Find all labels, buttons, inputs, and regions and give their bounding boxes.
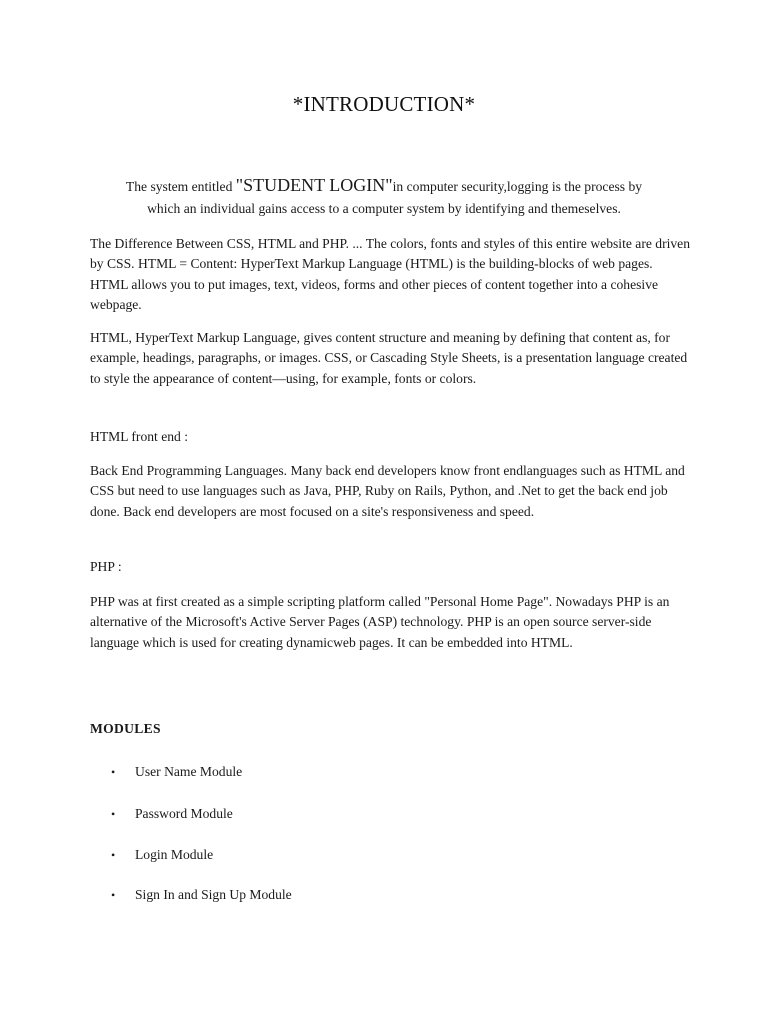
- paragraph-back-end: Back End Programming Languages. Many back end developers know front endlanguages such as HTML and CSS but need to use languages such as Java, PHP, Ruby on Rails, Python, and .Net to get the back end job done. Back end developers are most focused on a site's responsiveness and speed.: [90, 463, 685, 519]
- module-list-item: [111, 845, 213, 865]
- bullet-icon: •: [111, 888, 116, 902]
- paragraph-php-definition: PHP was at first created as a simple scripting platform called "Personal Home Page". Nowadays PHP is an alternative of the Microsoft's Active Server Pages (ASP) technology. PHP is an open source server-side language which is used for creating dynamicweb pages. It can be embedded into HTML.: [90, 594, 670, 650]
- heading-html-front-end: HTML front end :: [90, 429, 189, 444]
- module-list-item: [111, 885, 292, 905]
- module-label: User Name Module: [135, 764, 243, 779]
- intro-system-name: "STUDENT LOGIN": [235, 175, 393, 195]
- paragraph-css-html-php: The Difference Between CSS, HTML and PHP. ... The colors, fonts and styles of this entire website are driven by CSS. HTML = Content: HyperText Markup Language (HTML) is the building-blocks of web pages. HTML allows you to put images, text, videos, forms and other pieces of content together into a cohesive webpage.: [90, 236, 691, 313]
- intro-line-2: which an individual gains access to a computer system by identifying and themeselves.: [147, 201, 621, 216]
- module-list-item: [111, 762, 242, 782]
- intro-paragraph: [84, 173, 684, 221]
- bullet-icon: •: [111, 807, 116, 821]
- modules-heading: MODULES: [90, 721, 161, 736]
- bullet-icon: •: [111, 765, 116, 779]
- module-label: Login Module: [135, 847, 214, 862]
- heading-php: PHP :: [90, 559, 122, 574]
- intro-suffix: in computer security,logging is the process by: [392, 179, 643, 194]
- module-label: Sign In and Sign Up Module: [135, 887, 292, 902]
- module-list-item: [111, 804, 233, 824]
- page-title: *INTRODUCTION*: [292, 92, 476, 116]
- module-label: Password Module: [135, 806, 233, 821]
- paragraph-html-definition: HTML, HyperText Markup Language, gives content structure and meaning by defining that content as, for example, headings, paragraphs, or images. CSS, or Cascading Style Sheets, is a presentation language created to style the appearance of content—using, for example, fonts or colors.: [90, 330, 688, 386]
- intro-prefix: The system entitled: [125, 179, 236, 194]
- bullet-icon: •: [111, 848, 116, 862]
